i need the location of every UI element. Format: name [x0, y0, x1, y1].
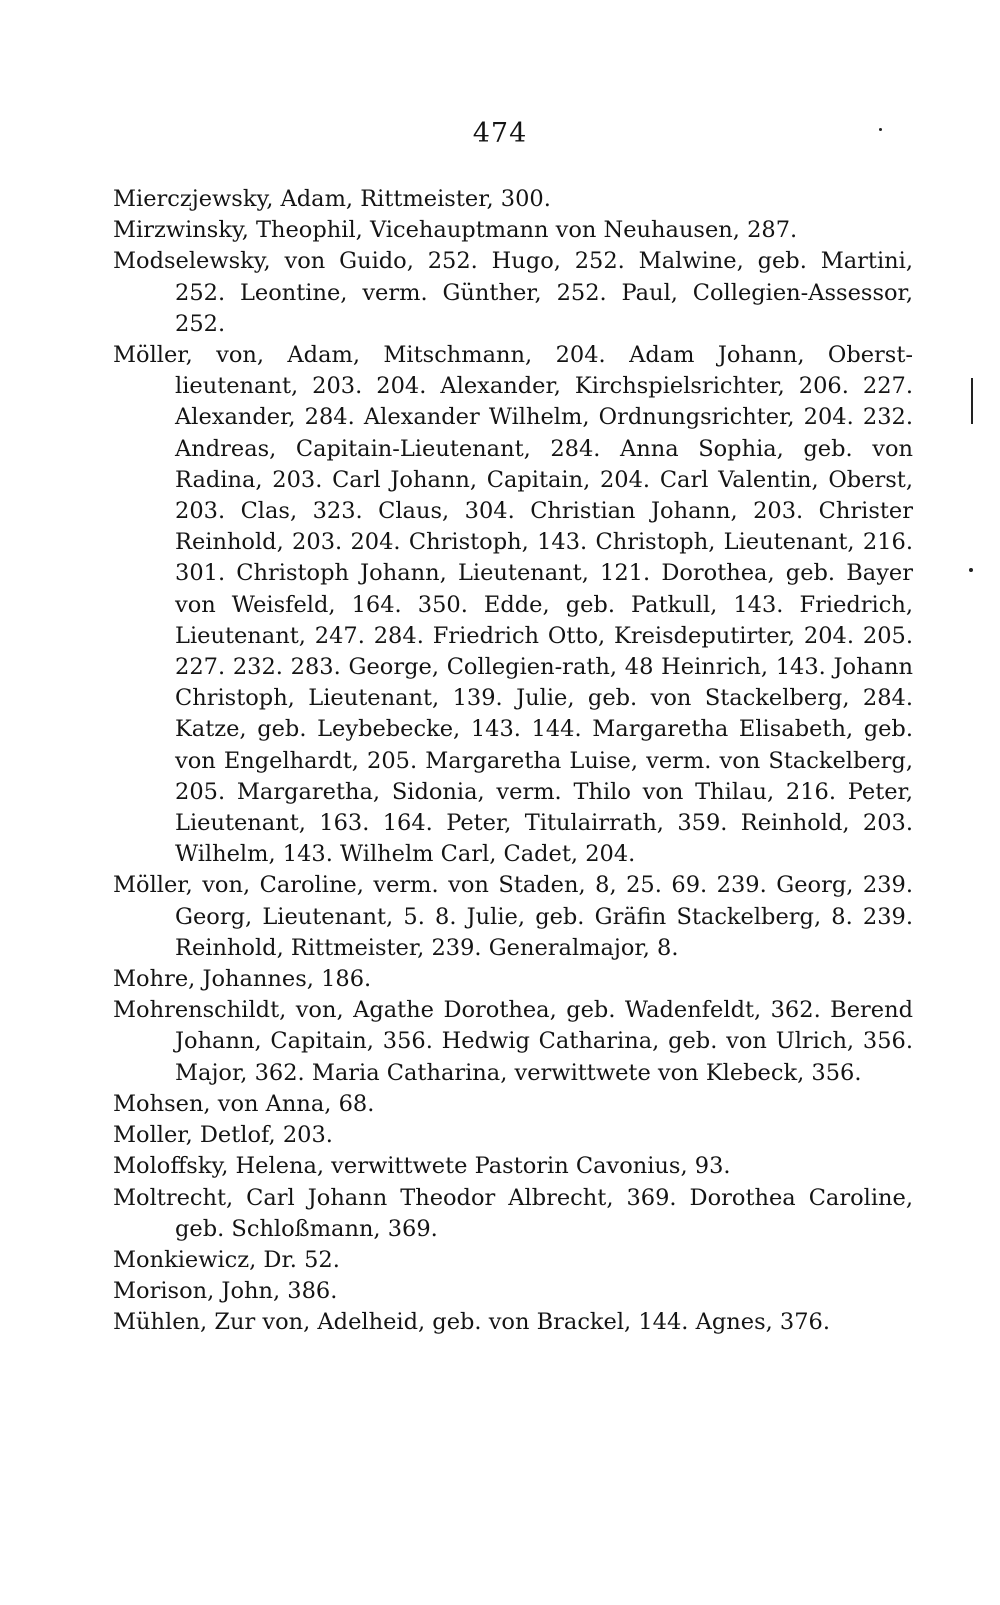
- index-entry: Modselewsky, von Guido, 252. Hugo, 252. Malwine, geb. Martini, 252. Leontine, verm. Günther, 252. Paul, Collegien-Assessor, 252.: [113, 248, 913, 337]
- index-entry: Mierczjewsky, Adam, Rittmeister, 300.: [113, 186, 551, 212]
- index-entries: [113, 184, 913, 1339]
- index-entry: Möller, von, Caroline, verm. von Staden, 8, 25. 69. 239. Georg, 239. Georg, Lieutenant, 5. 8. Julie, geb. Gräfin Stackelberg, 8. 239. Reinhold, Rittmeister, 239. Generalmajor, 8.: [113, 872, 913, 961]
- index-entry: Mohrenschildt, von, Agathe Dorothea, geb. Wadenfeldt, 362. Berend Johann, Capitain, 356. Hedwig Catharina, geb. von Ulrich, 356. Major, 362. Maria Catharina, verwittwete von Klebeck, 356.: [113, 997, 913, 1086]
- index-entry: Morison, John, 386.: [113, 1278, 338, 1305]
- index-entry: Mohsen, von Anna, 68.: [113, 1090, 375, 1117]
- page-number: 474: [472, 118, 528, 149]
- index-entry: Mühlen, Zur von, Adelheid, geb. von Brackel, 144. Agnes, 376.: [113, 1309, 831, 1336]
- index-entry: Moloffsky, Helena, verwittwete Pastorin Cavonius, 93.: [113, 1153, 731, 1180]
- index-entry: Mohre, Johannes, 186.: [113, 966, 372, 993]
- index-entry: Moltrecht, Carl Johann Theodor Albrecht, 369. Dorothea Caroline, geb. Schloßmann, 369.: [113, 1184, 913, 1242]
- margin-dot: [879, 128, 882, 131]
- index-entry: Mirzwinsky, Theophil, Vicehauptmann von Neuhausen, 287.: [113, 217, 798, 244]
- index-entry: Monkiewicz, Dr. 52.: [113, 1246, 340, 1273]
- index-entry: Möller, von, Adam, Mitschmann, 204. Adam Johann, Oberst-lieutenant, 203. 204. Alexander, Kirchspielsrichter, 206. 227. Alexander, 284. Alexander Wilhelm, Ordnungsrichter, 204. 232. Andreas, Capitain-Lieutenant, 284. Anna Sophia, geb. von Radina, 203. Carl Johann, Capitain, 204. Carl Valentin, Oberst, 203. Clas, 323. Claus, 304. Christian Johann, 203. Christer Reinhold, 203. 204. Christoph, 143. Christoph, Lieutenant, 216. 301. Christoph Johann, Lieutenant, 121. Dorothea, geb. Bayer von Weisfeld, 164. 350. Edde, geb. Patkull, 143. Friedrich, Lieutenant, 247. 284. Friedrich Otto, Kreisdeputirter, 204. 205. 227. 232. 283. George, Collegien-rath, 48 Heinrich, 143. Johann Christoph, Lieutenant, 139. Julie, geb. von Stackelberg, 284. Katze, geb. Leybebecke, 143. 144. Margaretha Elisabeth, geb. von Engelhardt, 205. Margaretha Luise, verm. von Stackelberg, 205. Margaretha, Sidonia, verm. Thilo von Thilau, 216. Peter, Lieutenant, 163. 164. Peter, Titulairrath, 359. Reinhold, 203. Wilhelm, 143. Wilhelm Carl, Cadet, 204.: [113, 342, 913, 868]
- margin-dot: [969, 568, 973, 572]
- index-entry: Moller, Detlof, 203.: [113, 1122, 333, 1149]
- margin-rule: [971, 378, 973, 424]
